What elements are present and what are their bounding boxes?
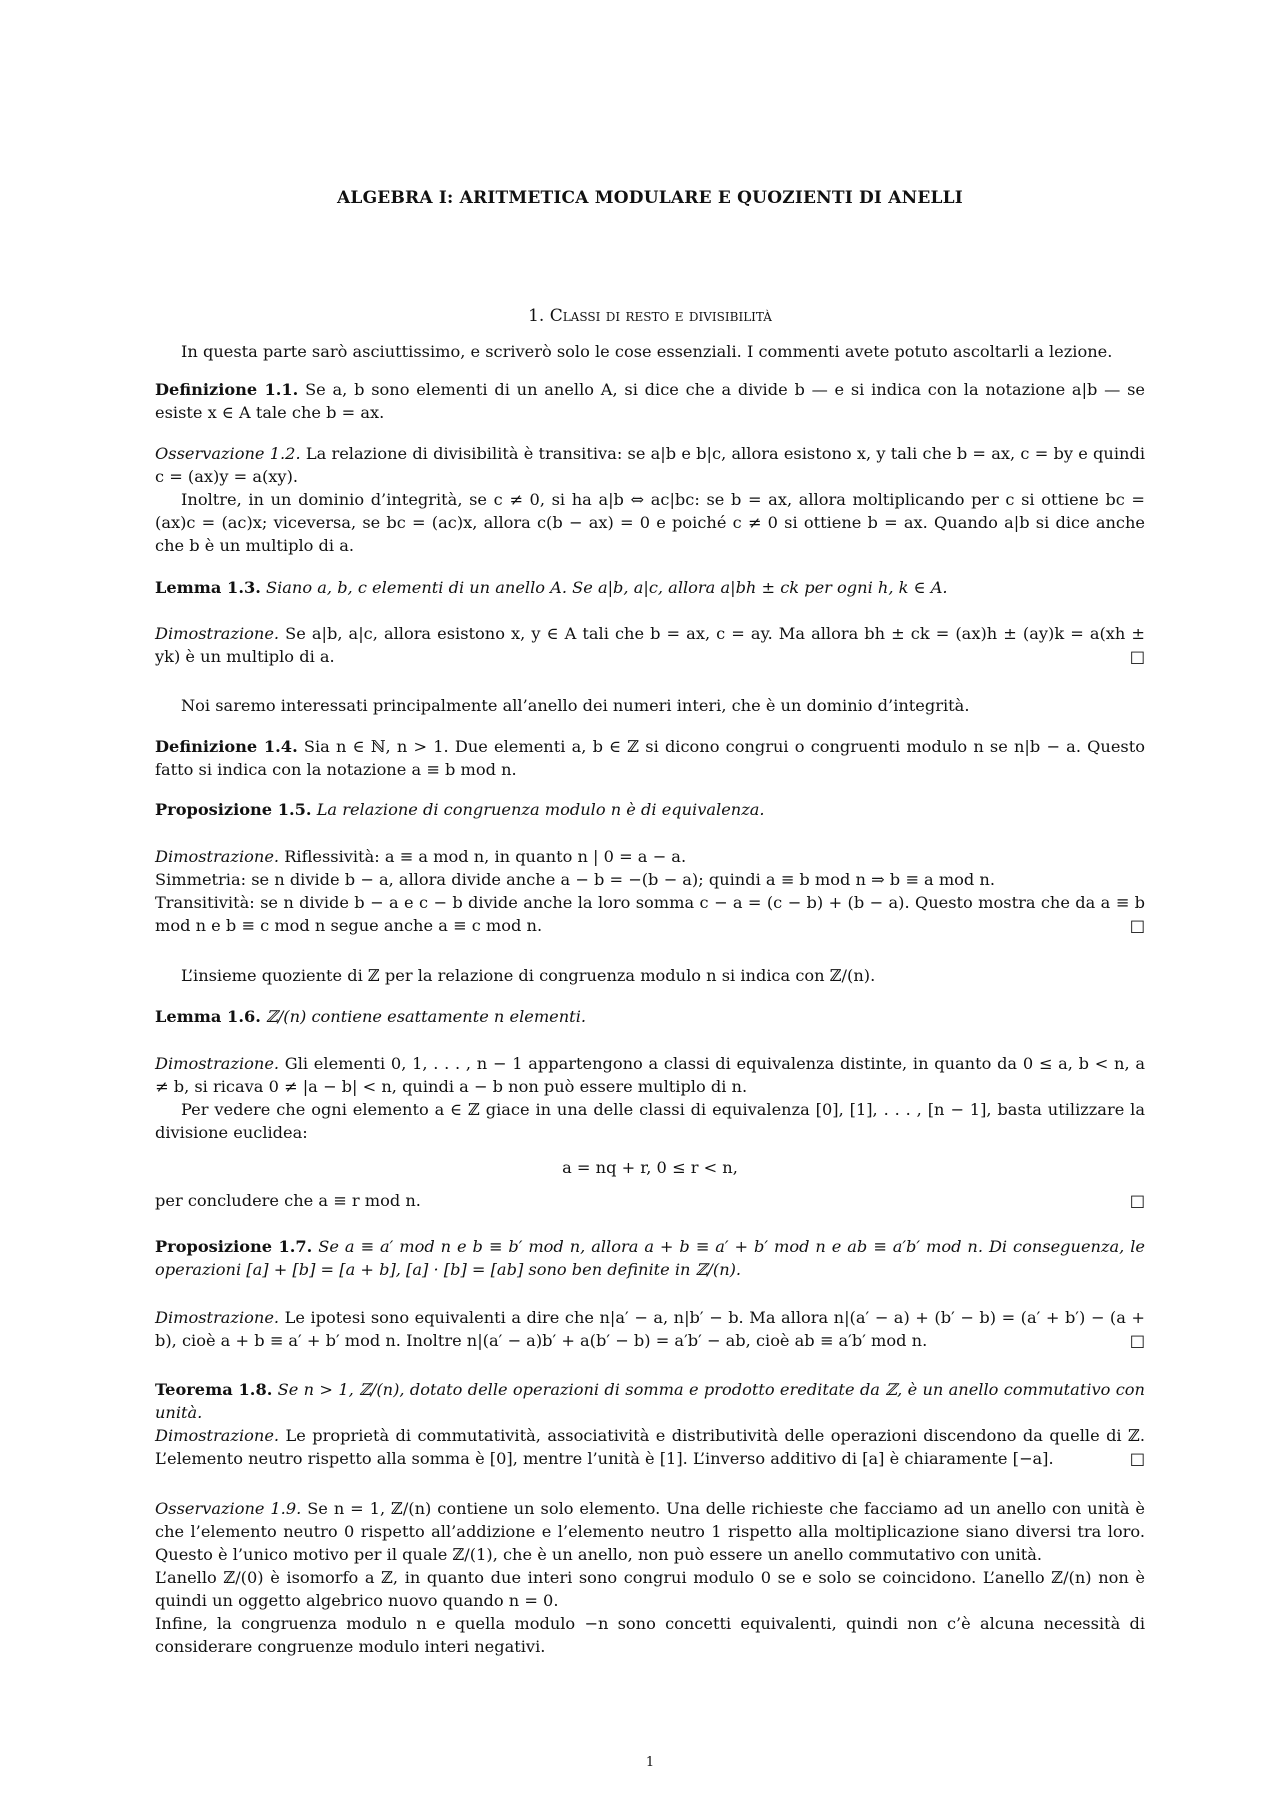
proof-text: Se a|b, a|c, allora esistono x, y ∈ A tali che b = ax, c = ay. Ma allora bh ± ck = (ax)h ± (ay)k = a(xh ± yk) è un multiplo di a.	[155, 624, 1145, 666]
observation-label: Osservazione 1.9.	[155, 1499, 302, 1518]
proposition-label: Proposizione 1.7.	[155, 1237, 313, 1256]
proof-label: Dimostrazione.	[155, 847, 280, 866]
page-number: 1	[645, 1755, 655, 1770]
proof-label: Dimostrazione.	[155, 1426, 280, 1445]
proof-text-1: Gli elementi 0, 1, . . . , n − 1 appartengono a classi di equivalenza distinte, in quanto da 0 ≤ a, b < n, a ≠ b, si ricava 0 ≠ |a − b| < n, quindi a − b non può essere multiplo di n.	[155, 1054, 1145, 1096]
observation-text: La relazione di divisibilità è transitiva: se a|b e b|c, allora esistono x, y tali che b = ax, c = by e quindi c = (ax)y = a(xy).	[155, 444, 1145, 486]
theorem-text: Se n > 1, ℤ/(n), dotato delle operazioni di somma e prodotto ereditate da ℤ, è un anello commutativo con unità.	[155, 1380, 1145, 1422]
paragraph-integers: Noi saremo interessati principalmente all’anello dei numeri interi, che è un dominio d’integrità.	[181, 696, 970, 715]
lemma-label: Lemma 1.3.	[155, 578, 261, 597]
observation-1-9	[155, 1497, 1145, 1658]
qed-symbol: □	[1129, 647, 1145, 666]
proposition-label: Proposizione 1.5.	[155, 800, 312, 819]
lemma-label: Lemma 1.6.	[155, 1007, 261, 1026]
proposition-1-7	[155, 1235, 1145, 1281]
equation-euclidean-division: a = nq + r, 0 ≤ r < n,	[562, 1158, 738, 1177]
proof-text-3: per concludere che a ≡ r mod n.	[155, 1191, 421, 1210]
proof-text-2: Per vedere che ogni elemento a ∈ ℤ giace in una delle classi di equivalenza [0], [1], . . . , [n − 1], basta utilizzare la divisione euclidea:	[155, 1100, 1145, 1142]
proof-text: Le proprietà di commutatività, associatività e distributività delle operazioni discendono da quelle di ℤ. L’elemento neutro rispetto alla somma è [0], mentre l’unità è [1]. L’inverso additivo di [a] è chiaramente [−a].	[155, 1426, 1145, 1468]
observation-text-2: L’anello ℤ/(0) è isomorfo a ℤ, in quanto due interi sono congrui modulo 0 se e solo se coincidono. L’anello ℤ/(n) non è quindi un oggetto algebrico nuovo quando n = 0.	[155, 1568, 1145, 1610]
observation-label: Osservazione 1.2.	[155, 444, 301, 463]
definition-text: Se a, b sono elementi di un anello A, si dice che a divide b — e si indica con la notazione a|b — se esiste x ∈ A tale che b = ax.	[155, 380, 1145, 422]
observation-text-2: Inoltre, in un dominio d’integrità, se c ≠ 0, si ha a|b ⇔ ac|bc: se b = ax, allora moltiplicando per c si ottiene bc = (ax)c = (ac)x; viceversa, se bc = (ac)x, allora c(b − ax) = 0 e poiché c ≠ 0 si ottiene b = ax. Quando a|b si dice anche che b è un multiplo di a.	[155, 490, 1145, 555]
qed-symbol: □	[1129, 1331, 1145, 1350]
observation-text-3: Infine, la congruenza modulo n e quella modulo −n sono concetti equivalenti, quindi non c’è alcuna necessità di considerare congruenze modulo interi negativi.	[155, 1614, 1145, 1656]
definition-label: Definizione 1.4.	[155, 737, 298, 756]
proposition-1-5	[155, 798, 1145, 821]
definition-1-1	[155, 378, 1145, 424]
proof-1-8	[155, 1424, 1145, 1470]
qed-symbol: □	[1129, 1191, 1145, 1210]
proof-1-7	[155, 1306, 1145, 1352]
proof-label: Dimostrazione.	[155, 1054, 280, 1073]
lemma-text: ℤ/(n) contiene esattamente n elementi.	[266, 1007, 587, 1026]
observation-text-1: Se n = 1, ℤ/(n) contiene un solo elemento. Una delle richieste che facciamo ad un anello con unità è che l’elemento neutro 0 rispetto all’addizione e l’elemento neutro 1 rispetto alla moltiplicazione siano diversi tra loro. Questo è l’unico motivo per il quale ℤ/(1), che è un anello, non può essere un anello commutativo con unità.	[155, 1499, 1145, 1564]
proof-line-3: Transitività: se n divide b − a e c − b divide anche la loro somma c − a = (c − b) + (b − a). Questo mostra che da a ≡ b mod n e b ≡ c mod n segue anche a ≡ c mod n.	[155, 893, 1145, 935]
paragraph-quotient: L’insieme quoziente di ℤ per la relazione di congruenza modulo n si indica con ℤ/(n).	[181, 966, 876, 985]
proof-line-1: Riflessività: a ≡ a mod n, in quanto n | 0 = a − a.	[284, 847, 687, 866]
proof-label: Dimostrazione.	[155, 1308, 280, 1327]
section-title: Classi di resto e divisibilità	[549, 306, 772, 326]
intro-paragraph: In questa parte sarò asciuttissimo, e scriverò solo le cose essenziali. I commenti avete potuto ascoltarli a lezione.	[181, 342, 1113, 361]
proof-line-2: Simmetria: se n divide b − a, allora divide anche a − b = −(b − a); quindi a ≡ b mod n ⇒ b ≡ a mod n.	[155, 870, 995, 889]
theorem-label: Teorema 1.8.	[155, 1380, 273, 1399]
proof-1-5	[155, 845, 1145, 937]
proof-1-6	[155, 1052, 1145, 1212]
lemma-text: Siano a, b, c elementi di un anello A. Se a|b, a|c, allora a|bh ± ck per ogni h, k ∈ A.	[266, 578, 948, 597]
qed-symbol: □	[1129, 916, 1145, 935]
theorem-1-8	[155, 1378, 1145, 1424]
proof-text: Le ipotesi sono equivalenti a dire che n|a′ − a, n|b′ − b. Ma allora n|(a′ − a) + (b′ − b) = (a′ + b′) − (a + b), cioè a + b ≡ a′ + b′ mod n. Inoltre n|(a′ − a)b′ + a(b′ − b) = a′b′ − ab, cioè ab ≡ a′b′ mod n.	[155, 1308, 1145, 1350]
proof-1-3	[155, 622, 1145, 668]
lemma-1-3	[155, 576, 1145, 599]
definition-label: Definizione 1.1.	[155, 380, 299, 399]
proposition-text: Se a ≡ a′ mod n e b ≡ b′ mod n, allora a + b ≡ a′ + b′ mod n e ab ≡ a′b′ mod n. Di conseguenza, le operazioni [a] + [b] = [a + b], [a] · [b] = [ab] sono ben definite in ℤ/(n).	[155, 1237, 1145, 1279]
proof-label: Dimostrazione.	[155, 624, 280, 643]
qed-symbol: □	[1129, 1449, 1145, 1468]
definition-1-4	[155, 735, 1145, 781]
document-title: ALGEBRA I: ARITMETICA MODULARE E QUOZIENTI DI ANELLI	[337, 188, 963, 208]
proposition-text: La relazione di congruenza modulo n è di equivalenza.	[316, 800, 765, 819]
lemma-1-6	[155, 1005, 1145, 1028]
section-heading	[155, 306, 1145, 326]
section-number: 1.	[528, 306, 545, 326]
definition-text: Sia n ∈ ℕ, n > 1. Due elementi a, b ∈ ℤ si dicono congrui o congruenti modulo n se n|b − a. Questo fatto si indica con la notazione a ≡ b mod n.	[155, 737, 1145, 779]
observation-1-2	[155, 442, 1145, 557]
